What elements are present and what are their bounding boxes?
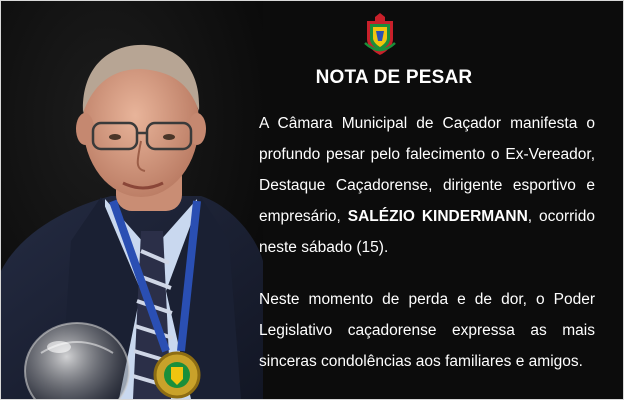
- paragraph-1-before: A Câmara Municipal de Caçador manifesta o profundo pesar pelo falecimento o Ex-Vereador, Destaque Caçadorense, dirigente esportivo e empresário,: [259, 115, 595, 225]
- notice-paragraph-2: Neste momento de perda e de dor, o Poder Legislativo caçadorense expressa as mais sinceras condolências aos familiares e amigos.: [259, 291, 595, 370]
- portrait-photo: [1, 1, 263, 399]
- paragraph-1-after: , ocorrido neste sábado (15).: [259, 208, 595, 256]
- crest-icon: [363, 13, 397, 57]
- deceased-name: SALÉZIO KINDERMANN: [347, 208, 528, 225]
- notice-paragraph-1: [259, 108, 595, 263]
- notice-title: NOTA DE PESAR: [315, 67, 473, 88]
